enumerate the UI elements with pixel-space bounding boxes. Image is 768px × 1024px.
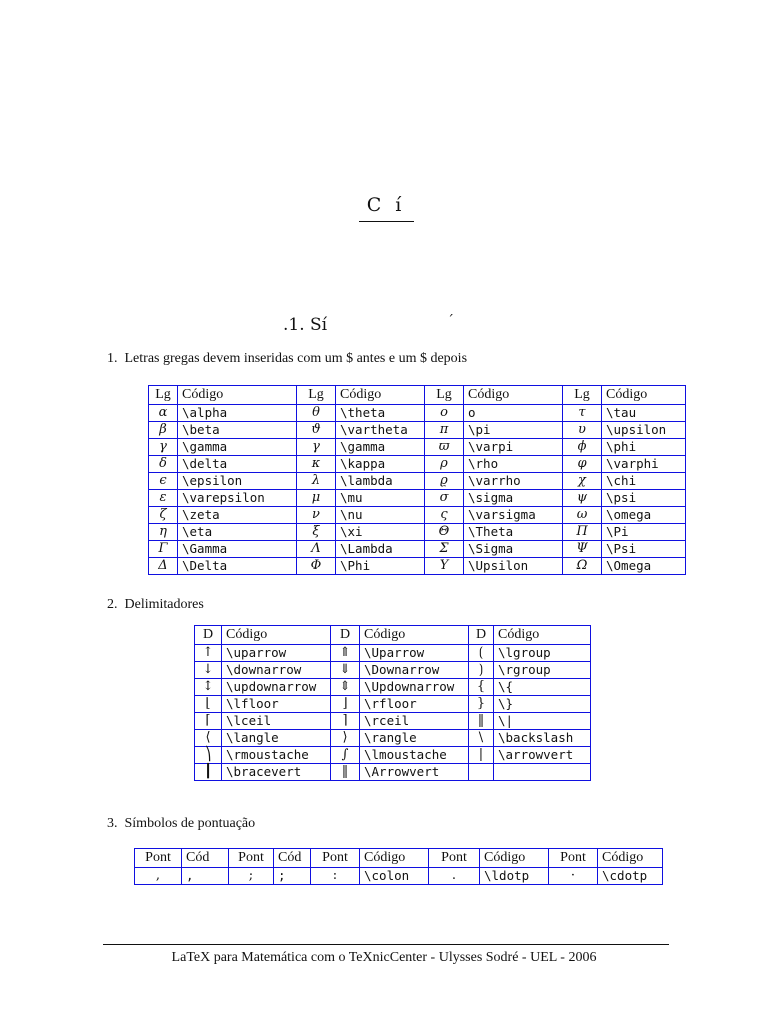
code-cell: \eta: [178, 524, 297, 541]
table-row: [149, 541, 686, 558]
code-cell: \theta: [336, 405, 425, 422]
code-cell: ,: [182, 868, 229, 885]
code-cell: \{: [494, 679, 591, 696]
table-header-cell: Código: [178, 386, 297, 405]
code-cell: o: [464, 405, 563, 422]
symbol-cell: [469, 764, 494, 781]
table-header-cell: Código: [598, 849, 663, 868]
table-header-cell: Pont: [311, 849, 360, 868]
code-cell: \colon: [360, 868, 429, 885]
symbol-cell: χ: [563, 473, 602, 490]
symbol-cell: δ: [149, 456, 178, 473]
symbol-cell: γ: [149, 439, 178, 456]
symbol-cell: α: [149, 405, 178, 422]
symbol-cell: ⟩: [331, 730, 360, 747]
table-header-cell: Código: [480, 849, 549, 868]
code-cell: \Upsilon: [464, 558, 563, 575]
symbol-cell: τ: [563, 405, 602, 422]
symbol-cell: ⇓: [331, 662, 360, 679]
table-row: [149, 507, 686, 524]
table-header-cell: Pont: [229, 849, 274, 868]
symbol-cell: ξ: [297, 524, 336, 541]
code-cell: \rangle: [360, 730, 469, 747]
code-cell: \}: [494, 696, 591, 713]
symbol-cell: ⟮: [469, 645, 494, 662]
code-cell: \Lambda: [336, 541, 425, 558]
symbol-cell: φ: [563, 456, 602, 473]
code-cell: \langle: [222, 730, 331, 747]
code-cell: \cdotp: [598, 868, 663, 885]
code-cell: \downarrow: [222, 662, 331, 679]
table-header-cell: Pont: [549, 849, 598, 868]
table-header-cell: Lg: [563, 386, 602, 405]
table-row: [195, 696, 591, 713]
symbol-cell: ⌊: [195, 696, 222, 713]
code-cell: \varepsilon: [178, 490, 297, 507]
code-cell: \rceil: [360, 713, 469, 730]
code-cell: \lgroup: [494, 645, 591, 662]
table-row: [149, 473, 686, 490]
code-cell: \backslash: [494, 730, 591, 747]
symbol-cell: υ: [563, 422, 602, 439]
code-cell: \Uparrow: [360, 645, 469, 662]
code-cell: \varsigma: [464, 507, 563, 524]
code-cell: \gamma: [336, 439, 425, 456]
code-cell: \rfloor: [360, 696, 469, 713]
greek-letters-table: [148, 385, 686, 575]
symbol-cell: η: [149, 524, 178, 541]
code-cell: \lmoustache: [360, 747, 469, 764]
item-greek-letters: 1. Letras gregas devem inseridas com um $ antes e um $ depois: [107, 351, 468, 366]
code-cell: \pi: [464, 422, 563, 439]
code-cell: \updownarrow: [222, 679, 331, 696]
table-row: [195, 730, 591, 747]
code-cell: \omega: [602, 507, 686, 524]
code-cell: \rgroup: [494, 662, 591, 679]
table-row: [195, 679, 591, 696]
symbol-cell: ⎞: [195, 747, 222, 764]
code-cell: \Phi: [336, 558, 425, 575]
symbol-cell: ↕: [195, 679, 222, 696]
symbol-cell: Δ: [149, 558, 178, 575]
table-header-cell: Código: [464, 386, 563, 405]
table-row: [149, 490, 686, 507]
section-accent: ´: [447, 313, 454, 329]
symbol-cell: ψ: [563, 490, 602, 507]
table-header-cell: Código: [336, 386, 425, 405]
code-cell: \beta: [178, 422, 297, 439]
section-title-text: Sí: [310, 315, 328, 335]
table-header-cell: D: [331, 626, 360, 645]
table-header-cell: Código: [360, 626, 469, 645]
symbol-cell: ϖ: [425, 439, 464, 456]
code-cell: ;: [274, 868, 311, 885]
code-cell: \Updownarrow: [360, 679, 469, 696]
table-header-row: [195, 626, 591, 645]
symbol-cell: β: [149, 422, 178, 439]
code-cell: \psi: [602, 490, 686, 507]
chapter-letter-c: C: [366, 194, 382, 216]
table-header-cell: Pont: [135, 849, 182, 868]
code-cell: \Downarrow: [360, 662, 469, 679]
code-cell: \epsilon: [178, 473, 297, 490]
code-cell: \ldotp: [480, 868, 549, 885]
table-row: [195, 713, 591, 730]
code-cell: \|: [494, 713, 591, 730]
symbol-cell: ‖: [469, 713, 494, 730]
code-cell: [494, 764, 591, 781]
chapter-title-rule: [359, 221, 414, 222]
symbol-cell: ·: [549, 868, 598, 885]
code-cell: \Theta: [464, 524, 563, 541]
symbol-cell: ↓: [195, 662, 222, 679]
code-cell: \varrho: [464, 473, 563, 490]
symbol-cell: ϱ: [425, 473, 464, 490]
symbol-cell: |: [469, 747, 494, 764]
symbol-cell: ω: [563, 507, 602, 524]
symbol-cell: Σ: [425, 541, 464, 558]
symbol-cell: ζ: [149, 507, 178, 524]
table-header-cell: Lg: [149, 386, 178, 405]
symbol-cell: σ: [425, 490, 464, 507]
symbol-cell: ϕ: [563, 439, 602, 456]
table-row: [149, 405, 686, 422]
code-cell: \lfloor: [222, 696, 331, 713]
symbol-cell: ↑: [195, 645, 222, 662]
table-row: [149, 422, 686, 439]
symbol-cell: ⟨: [195, 730, 222, 747]
symbol-cell: Π: [563, 524, 602, 541]
code-cell: \Delta: [178, 558, 297, 575]
symbol-cell: Λ: [297, 541, 336, 558]
symbol-cell: Γ: [149, 541, 178, 558]
symbol-cell: ϑ: [297, 422, 336, 439]
table-header-cell: Pont: [429, 849, 480, 868]
symbol-cell: ⌉: [331, 713, 360, 730]
code-cell: \varphi: [602, 456, 686, 473]
code-cell: \Psi: [602, 541, 686, 558]
symbol-cell: ⌋: [331, 696, 360, 713]
chapter-letter-i: í: [395, 194, 402, 216]
code-cell: \Omega: [602, 558, 686, 575]
table-row: [135, 868, 663, 885]
code-cell: \varpi: [464, 439, 563, 456]
code-cell: \rho: [464, 456, 563, 473]
symbol-cell: π: [425, 422, 464, 439]
symbol-cell: .: [429, 868, 480, 885]
code-cell: \zeta: [178, 507, 297, 524]
item-punctuation: 3. Símbolos de pontuação: [107, 816, 256, 831]
punctuation-table: [134, 848, 663, 885]
symbol-cell: ‖: [331, 764, 360, 781]
code-cell: \xi: [336, 524, 425, 541]
table-row: [149, 524, 686, 541]
table-header-cell: Código: [360, 849, 429, 868]
code-cell: \sigma: [464, 490, 563, 507]
table-header-cell: Lg: [297, 386, 336, 405]
symbol-cell: ;: [229, 868, 274, 885]
symbol-cell: ν: [297, 507, 336, 524]
code-cell: \lambda: [336, 473, 425, 490]
table-row: [195, 662, 591, 679]
table-header-cell: Código: [602, 386, 686, 405]
code-cell: \gamma: [178, 439, 297, 456]
symbol-cell: ∫: [331, 747, 360, 764]
code-cell: \upsilon: [602, 422, 686, 439]
symbol-cell: Υ: [425, 558, 464, 575]
symbol-cell: γ: [297, 439, 336, 456]
table-header-cell: Código: [222, 626, 331, 645]
symbol-cell: Θ: [425, 524, 464, 541]
symbol-cell: \: [469, 730, 494, 747]
table-row: [195, 747, 591, 764]
table-header-cell: Código: [494, 626, 591, 645]
code-cell: \Sigma: [464, 541, 563, 558]
symbol-cell: ⟯: [469, 662, 494, 679]
symbol-cell: ⇕: [331, 679, 360, 696]
symbol-cell: ρ: [425, 456, 464, 473]
code-cell: \Pi: [602, 524, 686, 541]
section-number: .1.: [283, 315, 305, 335]
code-cell: \delta: [178, 456, 297, 473]
code-cell: \bracevert: [222, 764, 331, 781]
symbol-cell: θ: [297, 405, 336, 422]
code-cell: \arrowvert: [494, 747, 591, 764]
item-delimiters: 2. Delimitadores: [107, 597, 204, 612]
footer-rule: [103, 944, 669, 945]
symbol-cell: ε: [149, 490, 178, 507]
symbol-cell: ς: [425, 507, 464, 524]
symbol-cell: Ω: [563, 558, 602, 575]
page-footer: LaTeX para Matemática com o TeXnicCenter - Ulysses Sodré - UEL - 2006: [171, 950, 597, 965]
table-header-cell: Cód: [182, 849, 229, 868]
code-cell: \Gamma: [178, 541, 297, 558]
code-cell: \lceil: [222, 713, 331, 730]
table-header-cell: Lg: [425, 386, 464, 405]
table-header-cell: D: [469, 626, 494, 645]
code-cell: \kappa: [336, 456, 425, 473]
code-cell: \uparrow: [222, 645, 331, 662]
symbol-cell: Φ: [297, 558, 336, 575]
code-cell: \mu: [336, 490, 425, 507]
code-cell: \Arrowvert: [360, 764, 469, 781]
symbol-cell: ┃: [195, 764, 222, 781]
symbol-cell: Ψ: [563, 541, 602, 558]
symbol-cell: ϵ: [149, 473, 178, 490]
symbol-cell: o: [425, 405, 464, 422]
code-cell: \rmoustache: [222, 747, 331, 764]
code-cell: \tau: [602, 405, 686, 422]
chapter-title: [0, 194, 768, 216]
code-cell: \chi: [602, 473, 686, 490]
delimiters-table: [194, 625, 591, 781]
table-header-row: [135, 849, 663, 868]
symbol-cell: μ: [297, 490, 336, 507]
table-row: [149, 439, 686, 456]
table-row: [149, 558, 686, 575]
table-row: [149, 456, 686, 473]
table-header-cell: D: [195, 626, 222, 645]
table-row: [195, 764, 591, 781]
section-title: [283, 315, 327, 335]
symbol-cell: ⌈: [195, 713, 222, 730]
symbol-cell: λ: [297, 473, 336, 490]
table-row: [195, 645, 591, 662]
symbol-cell: :: [311, 868, 360, 885]
symbol-cell: κ: [297, 456, 336, 473]
symbol-cell: {: [469, 679, 494, 696]
code-cell: \vartheta: [336, 422, 425, 439]
table-header-cell: Cód: [274, 849, 311, 868]
code-cell: \nu: [336, 507, 425, 524]
code-cell: \alpha: [178, 405, 297, 422]
table-header-row: [149, 386, 686, 405]
symbol-cell: }: [469, 696, 494, 713]
code-cell: \phi: [602, 439, 686, 456]
symbol-cell: ,: [135, 868, 182, 885]
symbol-cell: ⇑: [331, 645, 360, 662]
